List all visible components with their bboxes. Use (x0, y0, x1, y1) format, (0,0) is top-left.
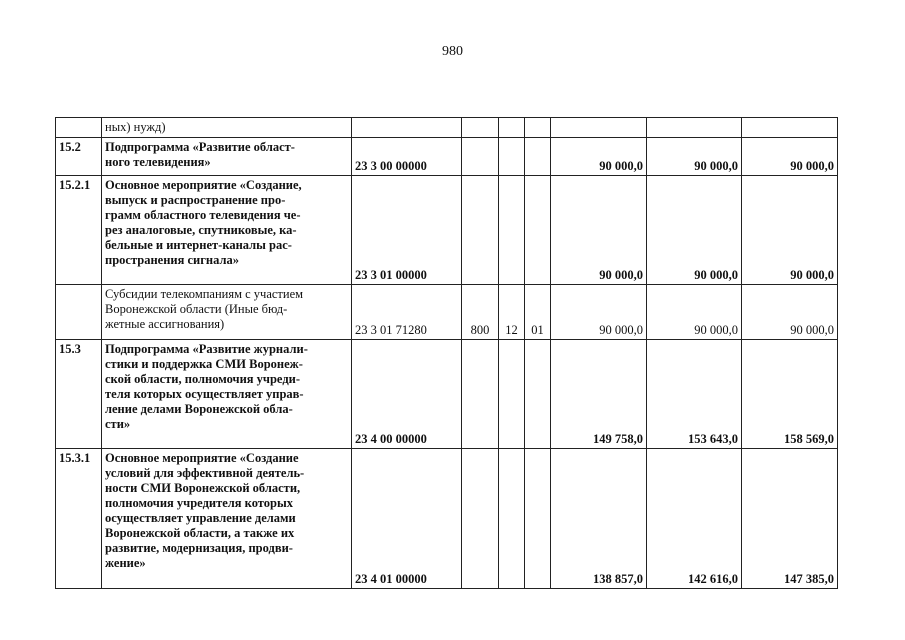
row-name: Основное мероприятие «Создание, выпуск и распространение про- грамм областного телевидения че- рез аналоговые, спутниковые, ка- бельные и интернет-каналы рас- пространения сигнала» (102, 176, 352, 285)
row-number (56, 118, 102, 138)
row-value-1: 138 857,0 (551, 449, 647, 589)
row-code: 23 4 00 00000 (352, 340, 462, 449)
row-value-3: 147 385,0 (742, 449, 838, 589)
row-value-1: 90 000,0 (551, 138, 647, 176)
row-code: 23 4 01 00000 (352, 449, 462, 589)
row-subsection (525, 340, 551, 449)
table-row (56, 138, 838, 176)
row-value-2 (647, 118, 742, 138)
row-group (462, 449, 499, 589)
row-section (499, 176, 525, 285)
row-section (499, 449, 525, 589)
row-value-1: 90 000,0 (551, 176, 647, 285)
row-subsection (525, 176, 551, 285)
row-section (499, 118, 525, 138)
row-section (499, 138, 525, 176)
row-value-1 (551, 118, 647, 138)
row-value-3 (742, 118, 838, 138)
row-subsection (525, 449, 551, 589)
row-section (499, 340, 525, 449)
row-number: 15.2.1 (56, 176, 102, 285)
row-value-2: 90 000,0 (647, 138, 742, 176)
page-number: 980 (442, 44, 463, 59)
row-value-1: 149 758,0 (551, 340, 647, 449)
row-number: 15.3.1 (56, 449, 102, 589)
row-group (462, 118, 499, 138)
row-value-3: 90 000,0 (742, 285, 838, 340)
row-code: 23 3 01 00000 (352, 176, 462, 285)
budget-table (55, 117, 838, 589)
row-name: Основное мероприятие «Создание условий для эффективной деятель- ности СМИ Воронежской области, полномочия учредителя которых осуществляет управление делами Воронежской области, а также их развитие, модернизация, продви- жение» (102, 449, 352, 589)
row-code (352, 118, 462, 138)
row-subsection: 01 (525, 285, 551, 340)
row-name: Подпрограмма «Развитие област- ного телевидения» (102, 138, 352, 176)
row-subsection (525, 138, 551, 176)
row-value-2: 142 616,0 (647, 449, 742, 589)
table-row (56, 340, 838, 449)
row-value-3: 158 569,0 (742, 340, 838, 449)
row-value-2: 153 643,0 (647, 340, 742, 449)
row-number: 15.3 (56, 340, 102, 449)
row-subsection (525, 118, 551, 138)
table-row (56, 176, 838, 285)
row-code: 23 3 00 00000 (352, 138, 462, 176)
row-value-2: 90 000,0 (647, 285, 742, 340)
row-group (462, 176, 499, 285)
row-value-3: 90 000,0 (742, 176, 838, 285)
table-row (56, 118, 838, 138)
table-row (56, 449, 838, 589)
row-value-2: 90 000,0 (647, 176, 742, 285)
row-section: 12 (499, 285, 525, 340)
table-row (56, 285, 838, 340)
row-group: 800 (462, 285, 499, 340)
row-name: Подпрограмма «Развитие журнали- стики и поддержка СМИ Воронеж- ской области, полномочия учреди- теля которых осуществляет управ- ление делами Воронежской обла- сти» (102, 340, 352, 449)
row-group (462, 340, 499, 449)
row-group (462, 138, 499, 176)
row-code: 23 3 01 71280 (352, 285, 462, 340)
row-name: Субсидии телекомпаниям с участием Воронежской области (Иные бюд- жетные ассигнования) (102, 285, 352, 340)
row-name: ных) нужд) (102, 118, 352, 138)
row-number (56, 285, 102, 340)
row-value-3: 90 000,0 (742, 138, 838, 176)
row-number: 15.2 (56, 138, 102, 176)
row-value-1: 90 000,0 (551, 285, 647, 340)
